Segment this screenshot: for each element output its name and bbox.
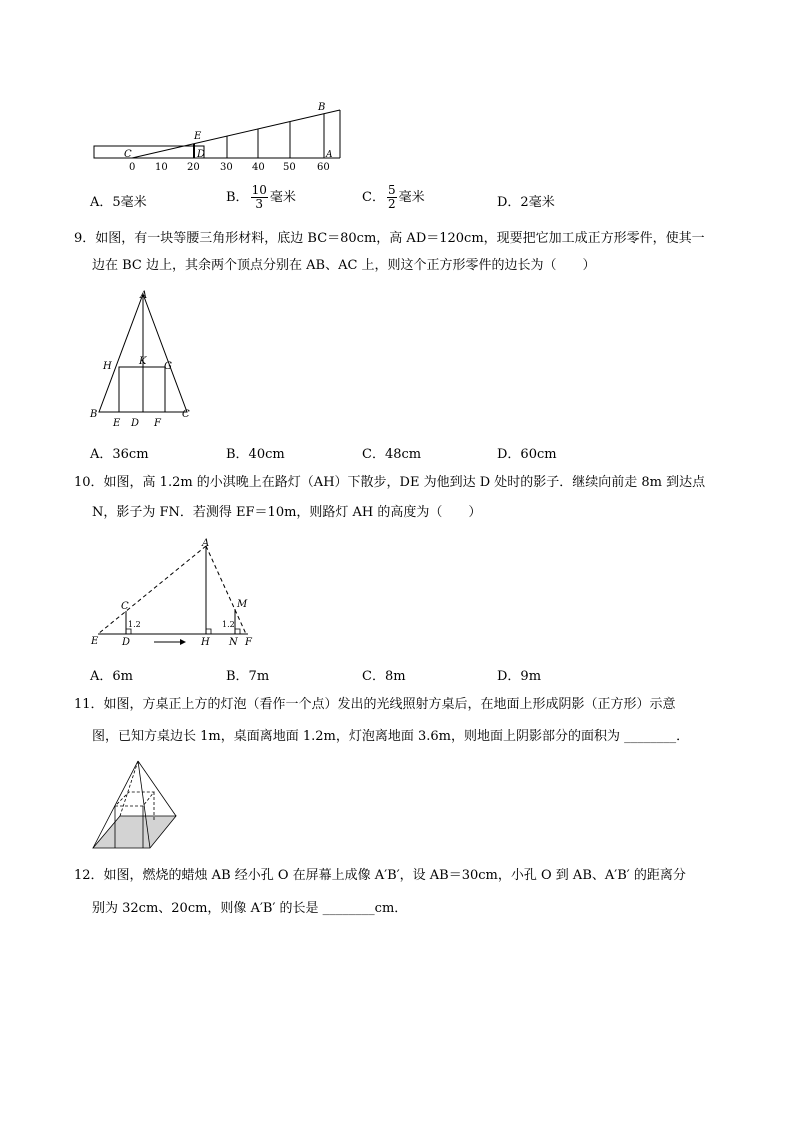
q12-text-line1: 12．如图，燃烧的蜡烛 AB 经小孔 O 在屏幕上成像 A′B′，设 AB＝30cm，小孔 O 到 AB、A′B′ 的距离分: [74, 868, 686, 883]
q9-option-a: A．36cm: [90, 447, 149, 462]
q8-option-b-fraction: [251, 184, 268, 211]
q8-option-c-suffix: 毫米: [398, 190, 425, 205]
q9-text-line2: 边在 BC 边上，其余两个顶点分别在 AB、AC 上，则这个正方形零件的边长为（ ）: [92, 258, 596, 273]
tick-0: 0: [129, 162, 136, 173]
q8-option-b-prefix: B．: [226, 190, 249, 205]
q10-text-line1: 10．如图，高 1.2m 的小淇晚上在路灯（AH）下散步，DE 为他到达 D 处时的影子．继续向前走 8m 到达点: [74, 475, 706, 490]
label-c: C: [124, 149, 132, 160]
shadow-square: [93, 816, 176, 848]
q10-option-b: B．7m: [226, 669, 270, 684]
tick-50: 50: [283, 162, 296, 173]
label-f: F: [245, 637, 252, 648]
ray-ae: [98, 546, 206, 634]
label-n: N: [229, 637, 238, 648]
square-hefg: [119, 367, 165, 412]
q11-text-line2: 图，已知方桌边长 1m，桌面离地面 1.2m，灯泡离地面 3.6m，则地面上阴影部分的面积为 ________．: [92, 729, 690, 744]
q10-option-a: A．6m: [90, 669, 133, 684]
label-h: H: [103, 361, 112, 372]
label-c: C: [182, 409, 190, 420]
label-m: M: [237, 599, 248, 610]
right-angle-d: [126, 629, 131, 634]
q8-option-c-prefix: C．: [362, 190, 385, 205]
label-b: B: [318, 102, 326, 113]
label-k: K: [139, 356, 147, 367]
label-c: C: [121, 601, 129, 612]
q8-option-c-fraction: [387, 184, 397, 211]
q8-c-den: 2: [387, 197, 396, 211]
q8-option-b: [226, 184, 296, 211]
tick-60: 60: [317, 162, 330, 173]
q11-figure: [88, 758, 183, 853]
hypotenuse-cb: [132, 110, 340, 158]
q10-option-d: D．9m: [497, 669, 542, 684]
label-h: H: [201, 637, 210, 648]
right-angle-n: [235, 629, 240, 634]
q8-figure: [90, 100, 350, 175]
arrow-head: [180, 639, 186, 645]
q8-c-num: 5: [387, 183, 396, 197]
tick-10: 10: [155, 162, 168, 173]
label-d: D: [122, 637, 131, 648]
q11-text-line1: 11．如图，方桌正上方的灯泡（看作一个点）发出的光线照射方桌后，在地面上形成阴影（正方形）示意: [74, 697, 676, 712]
q10-text-line2: N，影子为 FN．若测得 EF＝10m，则路灯 AH 的高度为（ ）: [92, 505, 482, 520]
label-a: A: [140, 290, 148, 301]
q8-option-a: A．5毫米: [90, 195, 147, 210]
label-a: A: [202, 538, 210, 549]
q8-b-num: 10: [251, 183, 267, 197]
q8-option-c: [362, 184, 425, 211]
ruler-bar: [94, 146, 204, 158]
label-a: A: [326, 150, 333, 160]
q8-option-b-suffix: 毫米: [269, 190, 296, 205]
label-g: G: [164, 361, 172, 372]
q9-option-c: C．48cm: [362, 447, 422, 462]
tick-30: 30: [220, 162, 233, 173]
label-d: D: [197, 149, 206, 160]
tick-20: 20: [187, 162, 200, 173]
q9-text-line1: 9．如图，有一块等腰三角形材料，底边 BC＝80cm，高 AD＝120cm，现要把它加工成正方形零件，使其一: [74, 231, 705, 246]
ray-4: [120, 761, 138, 816]
height-label-2: 1.2: [222, 620, 235, 629]
q10-figure: [88, 536, 263, 651]
ray-3: [138, 761, 176, 816]
q8-option-d: D．2毫米: [497, 195, 555, 210]
label-e: E: [91, 636, 99, 647]
q12-text-line2: 别为 32cm、20cm，则像 A′B′ 的长是 ________cm．: [92, 901, 408, 916]
label-e: E: [113, 418, 121, 429]
label-b: B: [90, 409, 98, 420]
q10-option-c: C．8m: [362, 669, 406, 684]
height-label-1: 1.2: [128, 620, 141, 629]
label-e: E: [194, 131, 202, 142]
label-d: D: [131, 418, 140, 429]
tick-40: 40: [252, 162, 265, 173]
q9-option-d: D．60cm: [497, 447, 557, 462]
label-f: F: [154, 418, 161, 429]
q9-option-b: B．40cm: [226, 447, 285, 462]
q9-figure: [88, 288, 198, 430]
q8-b-den: 3: [255, 197, 264, 211]
right-angle-h: [206, 629, 211, 634]
